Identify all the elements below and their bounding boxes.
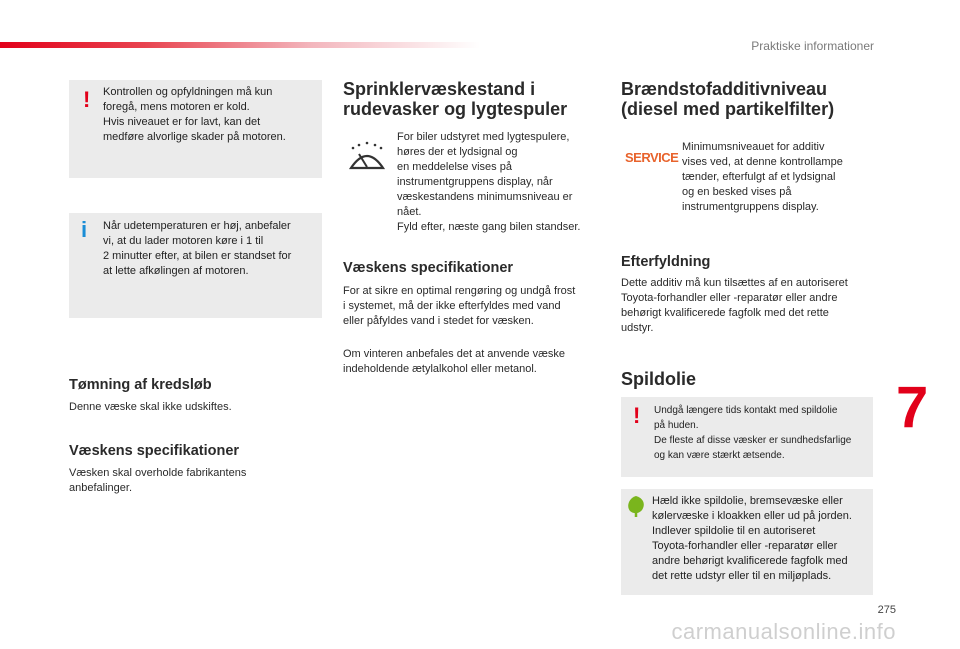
- washer-intro-line: væskestandens minimumsniveau er: [397, 191, 573, 203]
- info-line: 2 minutter efter, at bilen er standset for: [103, 250, 292, 262]
- washer-intro-line: en meddelelse vises på: [397, 161, 512, 173]
- washer-intro-line: nået.: [397, 206, 422, 218]
- washer-intro-line: høres der et lydsignal og: [397, 146, 518, 158]
- chapter-number: 7: [896, 375, 929, 440]
- refill-heading: Efterfyldning: [621, 254, 711, 270]
- oil-warning-line: på huden.: [654, 420, 699, 431]
- refill-line: Dette additiv må kun tilsættes af en autoriseret: [621, 277, 848, 289]
- oil-warning-line: og kan være stærkt ætsende.: [654, 450, 785, 461]
- header-accent-bar: [0, 42, 480, 48]
- refill-line: Toyota-forhandler eller -reparatør eller andre: [621, 292, 838, 304]
- additive-title-line: (diesel med partikelfilter): [621, 99, 835, 119]
- warning-line: medføre alvorlige skader på motoren.: [103, 131, 286, 143]
- refill-line: behørigt kvalificerede fagfolk med det rette: [621, 307, 829, 319]
- service-line: vises ved, at denne kontrollampe: [682, 156, 843, 168]
- warning-line: foregå, mens motoren er kold.: [103, 101, 250, 113]
- environment-box: [621, 489, 873, 595]
- service-line: og en besked vises på: [682, 186, 792, 198]
- watermark: carmanualsonline.info: [671, 619, 896, 644]
- info-line: Når udetemperaturen er høj, anbefaler: [103, 220, 291, 232]
- middle-spec-line: i systemet, må der ikke efterfyldes med vand: [343, 300, 561, 312]
- middle-spec-line: eller påfyldes vand i stedet for væsken.: [343, 315, 534, 327]
- info-icon: i: [81, 217, 88, 242]
- washer-intro-line: Fyld efter, næste gang bilen standser.: [397, 221, 581, 233]
- warning-icon: !: [83, 87, 91, 112]
- service-warning-icon: SERVICE: [625, 150, 679, 165]
- info-box: [69, 213, 322, 318]
- left-spec-heading: Væskens specifikationer: [69, 443, 240, 459]
- washer-intro-line: instrumentgruppens display, når: [397, 176, 553, 188]
- refill-line: udstyr.: [621, 322, 654, 334]
- middle-spec-line: Om vinteren anbefales det at anvende væske: [343, 348, 565, 360]
- service-line: tænder, efterfulgt af et lydsignal: [682, 171, 836, 183]
- service-line: instrumentgruppens display.: [682, 201, 819, 213]
- windscreen-washer-icon: [347, 140, 387, 174]
- page-number: 275: [877, 604, 896, 616]
- environment-line: Toyota-forhandler eller -reparatør eller: [652, 540, 838, 552]
- warning-icon: !: [633, 403, 641, 428]
- section-label: Praktiske informationer: [751, 39, 874, 53]
- environment-line: Indlever spildolie til en autoriseret: [652, 525, 816, 537]
- environment-line: kølervæske i kloakken eller ud på jorden.: [652, 510, 852, 522]
- additive-title-line: Brændstofadditivniveau: [621, 79, 828, 99]
- leaf-icon: [625, 494, 647, 518]
- environment-line: det rette udstyr eller til en miljøplads.: [652, 570, 832, 582]
- oil-warning-box: [621, 397, 873, 477]
- washer-title-line: rudevasker og lygtespuler: [343, 99, 568, 119]
- drain-text: Denne væske skal ikke udskiftes.: [69, 401, 232, 413]
- washer-intro-line: For biler udstyret med lygtespulere,: [397, 131, 570, 143]
- middle-spec-line: For at sikre en optimal rengøring og undgå frost: [343, 285, 576, 297]
- info-line: vi, at du lader motoren køre i 1 til: [103, 235, 264, 247]
- info-line: at lette afkølingen af motoren.: [103, 265, 249, 277]
- warning-box: [69, 80, 322, 178]
- oil-warning-line: Undgå længere tids kontakt med spildolie: [654, 405, 838, 416]
- service-line: Minimumsniveauet for additiv: [682, 141, 825, 153]
- oil-heading: Spildolie: [621, 369, 697, 389]
- washer-title-line: Sprinklervæskestand i: [343, 79, 536, 99]
- middle-spec-heading: Væskens specifikationer: [343, 260, 514, 276]
- warning-line: Hvis niveauet er for lavt, kan det: [103, 116, 261, 128]
- middle-spec-line: indeholdende ætylalkohol eller metanol.: [343, 363, 537, 375]
- left-spec-line: anbefalinger.: [69, 482, 132, 494]
- warning-line: Kontrollen og opfyldningen må kun: [103, 86, 273, 98]
- left-spec-line: Væsken skal overholde fabrikantens: [69, 467, 247, 479]
- drain-heading: Tømning af kredsløb: [69, 377, 212, 393]
- oil-warning-line: De fleste af disse væsker er sundhedsfarlige: [654, 435, 852, 446]
- environment-line: andre behørigt kvalificerede fagfolk med: [652, 555, 848, 567]
- environment-line: Hæld ikke spildolie, bremsevæske eller: [652, 495, 843, 507]
